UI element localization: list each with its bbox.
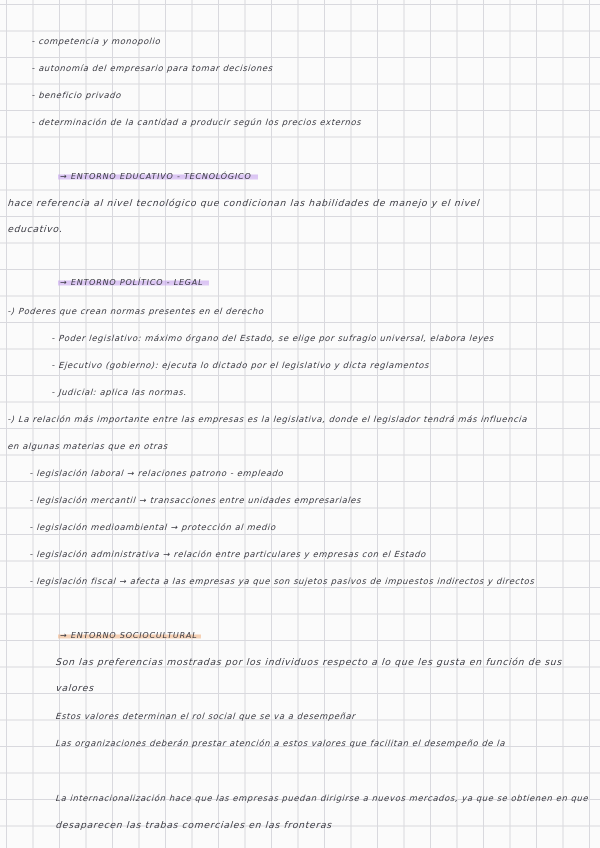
paragraph-line: Son las preferencias mostradas por los individuos respecto a lo que les gusta en función de sus xyxy=(55,657,564,668)
list-item: - legislación medioambiental → protección al medio xyxy=(29,522,277,532)
bullet-beneficio: - beneficio privado xyxy=(31,90,123,100)
section-heading-sociocultural xyxy=(58,631,201,640)
paragraph-line: en algunas materias que en otras xyxy=(7,441,169,451)
paragraph-line: Las organizaciones deberán prestar atención a estos valores que facilitan el desempeño de la xyxy=(55,738,507,748)
list-item: - Ejecutivo (gobierno): ejecuta lo dictado por el legislativo y dicta reglamentos xyxy=(51,360,431,370)
paragraph-line: Estos valores determinan el rol social que se va a desempeñar xyxy=(55,711,357,721)
paragraph-line: -) La relación más importante entre las empresas es la legislativa, donde el legislador tendrá más influencia xyxy=(7,414,529,424)
list-item: - legislación fiscal → afecta a las empresas ya que son sujetos pasivos de impuestos indirectos y directos xyxy=(29,576,536,586)
section-heading-politico xyxy=(58,278,209,287)
paragraph-line: educativo. xyxy=(7,224,64,235)
heading-highlight: → ENTORNO SOCIOCULTURAL xyxy=(58,631,201,640)
paragraph-line: desaparecen las trabas comerciales en las fronteras xyxy=(55,820,333,831)
list-item: - Poder legislativo: máximo órgano del Estado, se elige por sufragio universal, elabora leyes xyxy=(51,333,495,343)
list-item: - Judicial: aplica las normas. xyxy=(51,387,188,397)
list-item: - legislación laboral → relaciones patrono - empleado xyxy=(29,468,285,478)
heading-highlight: → ENTORNO EDUCATIVO - TECNOLÓGICO xyxy=(58,172,258,181)
heading-highlight: → ENTORNO POLÍTICO - LEGAL xyxy=(58,278,209,287)
bullet-autonomia: - autonomía del empresario para tomar decisiones xyxy=(31,63,274,73)
list-item: - legislación mercantil → transacciones entre unidades empresariales xyxy=(29,495,363,505)
paragraph-line: valores xyxy=(55,683,95,694)
list-item: - legislación administrativa → relación entre particulares y empresas con el Estado xyxy=(29,549,428,559)
section-heading-educativo xyxy=(58,172,258,181)
paragraph-line: hace referencia al nivel tecnológico que condicionan las habilidades de manejo y el nivel xyxy=(7,198,481,209)
paragraph-line: La internacionalización hace que las empresas puedan dirigirse a nuevos mercados, ya que se obtienen en que xyxy=(55,793,590,803)
bullet-competencia: - competencia y monopolio xyxy=(31,36,162,46)
paragraph-line: -) Poderes que crean normas presentes en el derecho xyxy=(7,306,265,316)
bullet-determinacion: - determinación de la cantidad a producir según los precios externos xyxy=(31,117,363,127)
